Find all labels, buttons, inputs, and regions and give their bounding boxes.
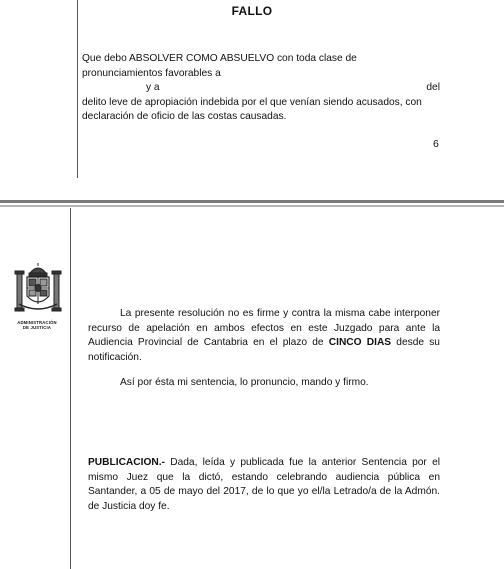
verdict-paragraph	[82, 52, 440, 125]
margin-rule	[77, 0, 78, 178]
verdict-line: pronunciamientos favorables a	[82, 67, 440, 82]
document-page-top	[0, 0, 504, 200]
deadline-text: CINCO DIAS	[328, 337, 392, 349]
appeal-paragraph: La presente resolución no es firme y contra la misma cabe interponer recurso de apelación en ambos efectos en este Juzgado para ante la Audiencia Provincial de Cantabria en el plazo de CINCO DIAS desde su notificación.	[88, 308, 440, 363]
margin-rule	[70, 208, 71, 569]
section-heading: FALLO	[231, 4, 273, 18]
publication-paragraph: PUBLICACION.- Dada, leída y publicada fue la anterior Sentencia por el mismo Juez que la dictó, estando celebrando audiencia pública en Santander, a 05 de mayo del 2017, de lo que yo el/la Letrado/a de la Admón. de Justicia doy fe.	[88, 457, 440, 512]
redacted-name	[290, 67, 440, 82]
page-separator	[0, 200, 504, 203]
issuer-label: ADMINISTRACIÓN DE JUSTICIA	[17, 320, 57, 330]
coat-of-arms-icon	[13, 262, 63, 316]
page-separator-shadow	[0, 205, 504, 207]
page-number: 6	[433, 138, 439, 150]
verdict-line: Que debo ABSOLVER COMO ABSUELVO con toda clase de	[82, 53, 357, 64]
verdict-line: declaración de oficio de las costas causadas.	[82, 111, 287, 123]
verdict-line: delito leve de apropiación indebida por el que venían siendo acusados, con	[82, 96, 422, 108]
publication-label: PUBLICACION.-	[88, 457, 165, 468]
verdict-line: y a del	[146, 82, 440, 94]
signature-paragraph: Así por ésta mi sentencia, lo pronuncio, mando y firmo.	[120, 377, 369, 388]
